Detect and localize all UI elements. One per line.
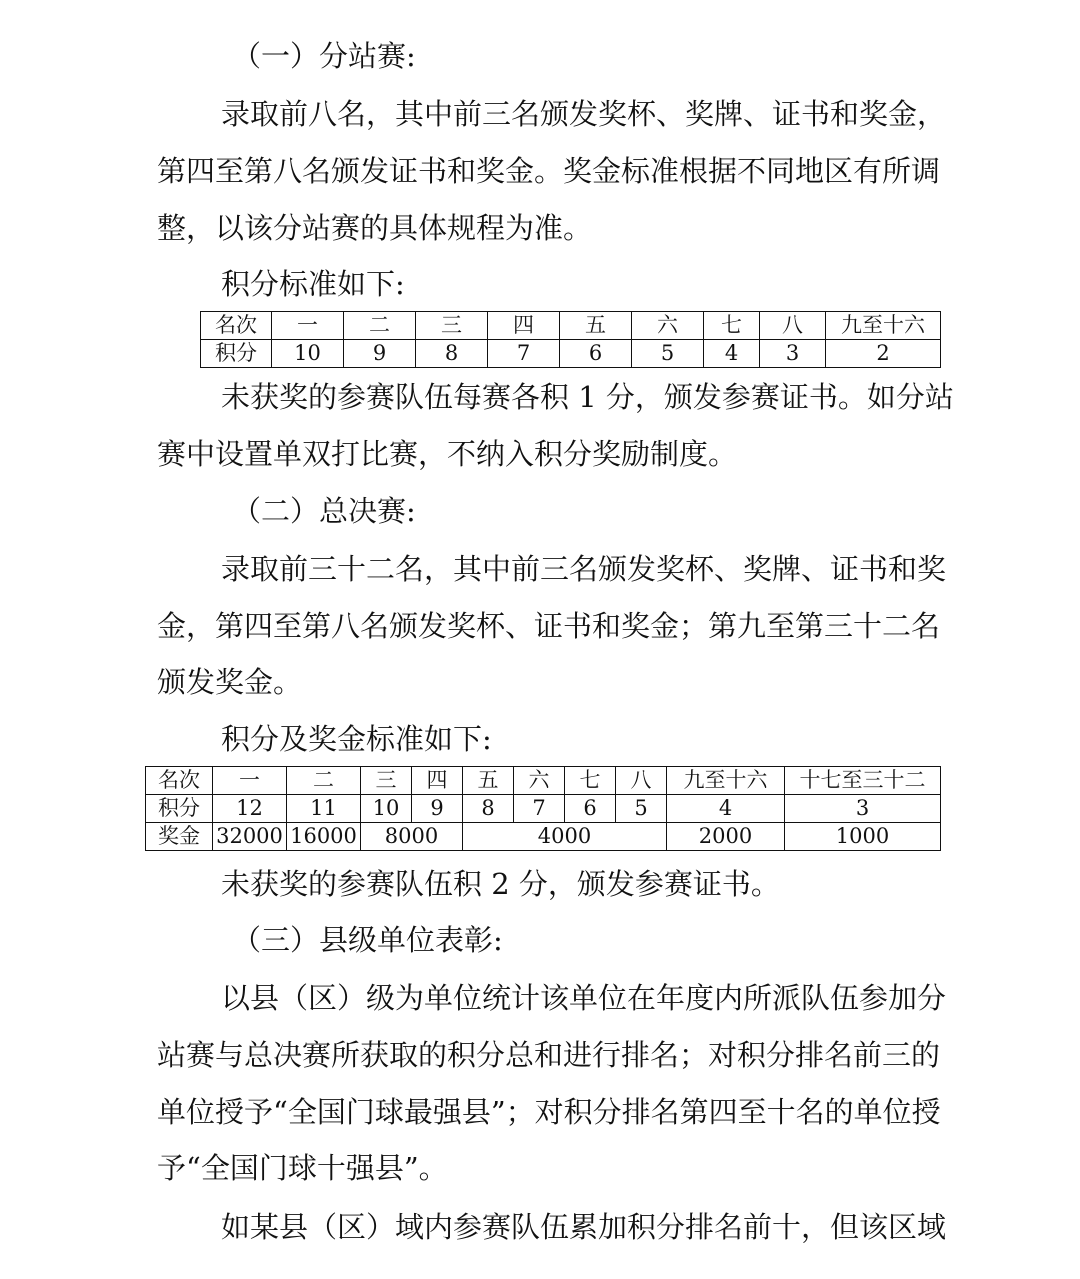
- section3-para-line-1: 以县（区）级为单位统计该单位在年度内所派队伍参加分: [221, 981, 947, 1015]
- header-cell: 九至十六: [826, 312, 941, 340]
- header-cell: 名次: [146, 767, 213, 795]
- header-cell: 五: [560, 312, 632, 340]
- points-cell: 8: [416, 340, 488, 368]
- header-cell: 八: [616, 767, 667, 795]
- prize-label-cell: 奖金: [146, 823, 213, 851]
- header-cell: 一: [272, 312, 344, 340]
- header-cell: 七: [704, 312, 760, 340]
- points-cell: 5: [632, 340, 704, 368]
- section2-intro: 积分及奖金标准如下:: [221, 722, 492, 756]
- points-cell: 积分: [146, 795, 213, 823]
- points-cell: 10: [272, 340, 344, 368]
- section3-last-line: 如某县（区）域内参赛队伍累加积分排名前十，但该区域: [221, 1210, 947, 1244]
- points-cell: 9: [344, 340, 416, 368]
- header-cell: 一: [213, 767, 287, 795]
- header-cell: 二: [344, 312, 416, 340]
- points-cell: 4: [667, 795, 785, 823]
- points-cell: 积分: [201, 340, 272, 368]
- section1-note-line-2: 赛中设置单双打比赛，不纳入积分奖励制度。: [157, 437, 738, 471]
- header-cell: 三: [361, 767, 412, 795]
- header-cell: 九至十六: [667, 767, 785, 795]
- stage-rank-row: [201, 312, 941, 340]
- section3-para-line-4: 予“全国门球十强县”。: [157, 1151, 448, 1185]
- section1-para-line-2: 第四至第八名颁发证书和奖金。奖金标准根据不同地区有所调: [157, 154, 941, 188]
- section3-para-line-3: 单位授予“全国门球最强县”；对积分排名第四至十名的单位授: [157, 1095, 941, 1129]
- header-cell: 六: [632, 312, 704, 340]
- header-cell: 二: [287, 767, 361, 795]
- section2-heading: （二）总决赛:: [232, 494, 416, 528]
- stage-points-row: [201, 340, 941, 368]
- section2-note: 未获奖的参赛队伍积 2 分，颁发参赛证书。: [221, 867, 780, 901]
- section3-heading: （三）县级单位表彰:: [232, 923, 503, 957]
- points-cell: 9: [412, 795, 463, 823]
- header-cell: 六: [514, 767, 565, 795]
- points-cell: 11: [287, 795, 361, 823]
- header-cell: 八: [760, 312, 826, 340]
- points-cell: 6: [565, 795, 616, 823]
- prize-cell: 4000: [463, 823, 667, 851]
- section3-para-line-2: 站赛与总决赛所获取的积分总和进行排名；对积分排名前三的: [157, 1038, 941, 1072]
- points-cell: 4: [704, 340, 760, 368]
- section2-para-line-2: 金，第四至第八名颁发奖杯、证书和奖金；第九至第三十二名: [157, 609, 941, 643]
- points-cell: 12: [213, 795, 287, 823]
- header-cell: 七: [565, 767, 616, 795]
- header-cell: 十七至三十二: [785, 767, 941, 795]
- header-cell: 四: [412, 767, 463, 795]
- final-rank-row: [146, 767, 941, 795]
- section1-para-line-1: 录取前八名，其中前三名颁发奖杯、奖牌、证书和奖金，: [221, 97, 947, 131]
- points-cell: 7: [514, 795, 565, 823]
- prize-cell: 16000: [287, 823, 361, 851]
- points-cell: 5: [616, 795, 667, 823]
- points-cell: 2: [826, 340, 941, 368]
- points-cell: 10: [361, 795, 412, 823]
- section2-para-line-3: 颁发奖金。: [157, 665, 303, 699]
- points-cell: 3: [760, 340, 826, 368]
- header-cell: 四: [488, 312, 560, 340]
- prize-cell: 8000: [361, 823, 463, 851]
- header-cell: 名次: [201, 312, 272, 340]
- section1-para-line-3: 整，以该分站赛的具体规程为准。: [157, 211, 593, 245]
- final-prize-row: [146, 823, 941, 851]
- section2-para-line-1: 录取前三十二名，其中前三名颁发奖杯、奖牌、证书和奖: [221, 552, 947, 586]
- section1-note-line-1: 未获奖的参赛队伍每赛各积 1 分，颁发参赛证书。如分站: [221, 380, 954, 414]
- prize-cell: 1000: [785, 823, 941, 851]
- points-cell: 7: [488, 340, 560, 368]
- points-cell: 8: [463, 795, 514, 823]
- prize-cell: 32000: [213, 823, 287, 851]
- section1-heading: （一）分站赛:: [232, 39, 416, 73]
- stage-points-table: [200, 311, 941, 368]
- final-points-prize-table: [145, 766, 941, 851]
- prize-cell: 2000: [667, 823, 785, 851]
- points-cell: 3: [785, 795, 941, 823]
- final-points-row: [146, 795, 941, 823]
- header-cell: 三: [416, 312, 488, 340]
- points-cell: 6: [560, 340, 632, 368]
- header-cell: 五: [463, 767, 514, 795]
- section1-points-intro: 积分标准如下:: [221, 267, 405, 301]
